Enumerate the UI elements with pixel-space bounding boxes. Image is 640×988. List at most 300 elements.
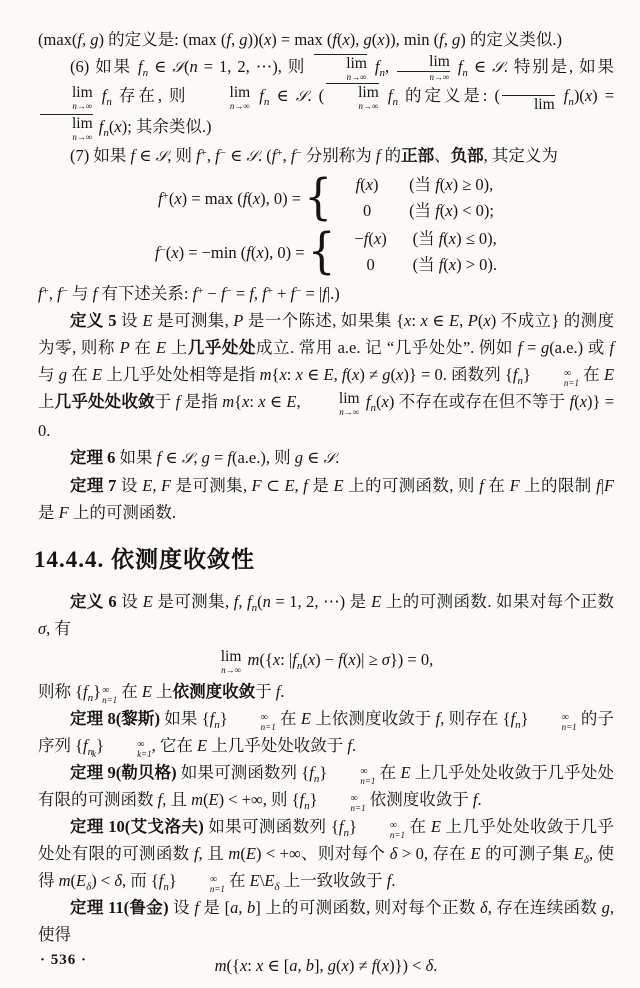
text-segment: } [520, 708, 529, 728]
definition-6 [38, 588, 614, 642]
text-segment: 处有限的可测函数 [38, 762, 614, 809]
para-f-relation [38, 280, 614, 307]
text-segment: E [449, 311, 460, 331]
text-segment: ( [342, 649, 349, 669]
text-segment: f [457, 57, 463, 76]
text-segment: , 有 [46, 618, 71, 638]
text-segment: δ [583, 853, 589, 866]
text-segment: 在 [375, 762, 401, 782]
case-row [337, 198, 494, 224]
text-segment: x [295, 365, 303, 385]
text-segment: f [387, 86, 393, 105]
text-segment: f [375, 146, 381, 166]
text-segment: : [247, 955, 256, 975]
text-segment: , [459, 311, 468, 331]
text-segment: f [193, 843, 199, 863]
text-segment [557, 86, 564, 105]
text-segment: 定义 5 [70, 311, 117, 331]
limit-word: lim [397, 54, 450, 72]
text-segment: f [157, 789, 163, 809]
text-segment: x [242, 392, 250, 412]
text-segment: 设 [168, 897, 195, 917]
text-segment: 定理 7 [70, 476, 117, 496]
text-segment: 与 [67, 284, 93, 304]
case-value [337, 198, 397, 224]
text-segment: f [227, 448, 232, 468]
text-segment: , 其定义为 [483, 146, 558, 166]
text-segment: } [522, 365, 531, 385]
text-segment: f [596, 476, 601, 496]
text-segment: E [470, 843, 481, 863]
text-segment: ), 0) = [263, 242, 305, 262]
text-segment: F [603, 476, 615, 496]
text-segment: x [584, 86, 593, 105]
text-segment: ) < +∞, 则 { [218, 789, 300, 809]
limit-word: lim [502, 95, 555, 113]
text-segment: )| ≥ [355, 649, 382, 669]
text-segment: x [342, 30, 350, 49]
text-segment: f [262, 284, 267, 304]
text-segment: ( [240, 843, 246, 863]
text-segment: x [448, 255, 457, 275]
text-segment: 定理 11(鲁金) [70, 897, 169, 917]
text-segment: m [214, 955, 227, 975]
text-segment: ( [257, 591, 263, 611]
text-segment: 定理 8(黎斯) [70, 708, 161, 728]
text-segment: , [193, 448, 202, 468]
text-segment: . [280, 681, 285, 701]
text-segment: ) ≠ [359, 365, 383, 385]
case-value [341, 226, 401, 252]
text-segment: E [371, 591, 382, 611]
text-segment: f [233, 591, 239, 611]
text-segment: m [58, 870, 71, 890]
text-segment: a [289, 955, 298, 975]
text-segment: : [411, 311, 421, 331]
text-segment: g [601, 897, 610, 917]
text-segment: . [351, 735, 357, 755]
text-segment: m [259, 365, 272, 385]
text-segment: ] 上的可测函数, 则对每个正数 [255, 897, 481, 917]
text-segment: f [386, 870, 392, 890]
text-segment: = [209, 448, 228, 468]
text-segment: (当 [412, 229, 439, 249]
case-condition [409, 198, 494, 224]
stack-top: ∞ [563, 368, 572, 380]
text-segment: + [200, 147, 207, 160]
text-segment: n [106, 96, 112, 108]
text-segment: (当 [412, 255, 439, 275]
text-segment: ( [376, 955, 382, 975]
text-segment: x [114, 117, 122, 137]
text-segment: 上几乎处处收敛于几乎处 [410, 762, 598, 782]
text-segment: n [263, 96, 270, 108]
text-segment: 几乎处处 [187, 338, 256, 358]
text-segment: ({ [259, 649, 273, 669]
stack-bottom: n=1 [209, 883, 225, 894]
text-segment: ) − [315, 649, 339, 669]
text-segment: n [87, 745, 94, 758]
text-segment: m [228, 843, 241, 863]
text-segment: x [256, 242, 264, 262]
text-segment: ∈ [269, 86, 296, 105]
text-segment: 的可测子集 [480, 843, 574, 863]
text-segment: ( [336, 30, 343, 49]
text-segment: ), [349, 30, 364, 49]
text-segment: ( [247, 188, 253, 208]
text-segment: , 则存在 { [440, 708, 511, 728]
definition-5 [38, 307, 614, 444]
text-segment: n [370, 402, 376, 415]
text-segment: : [249, 392, 259, 412]
text-segment: − [159, 243, 166, 256]
limit-word: lim [229, 83, 251, 101]
text-segment: ) = max ( [271, 30, 333, 49]
text-segment: f [609, 338, 615, 358]
text-segment: 负部 [450, 146, 484, 166]
text-segment: ))( [247, 30, 264, 49]
stack-top: ∞ [260, 711, 268, 723]
text-segment: 在 [67, 365, 92, 385]
text-segment: , [296, 392, 305, 412]
stack-bottom: k=1 [137, 748, 152, 759]
text-segment: δ [274, 880, 280, 893]
theorem-6 [38, 444, 614, 472]
text-segment: x [381, 392, 389, 412]
text-segment: , [385, 57, 396, 76]
text-segment: f [322, 284, 327, 304]
text-segment: { [271, 365, 280, 385]
text-segment: ( [346, 365, 353, 385]
text-segment: ( [439, 175, 446, 195]
text-segment: m [222, 392, 235, 412]
text-segment: n [262, 591, 271, 611]
text-segment: , 存在连续函数 [487, 897, 602, 917]
text-segment: x [348, 649, 356, 669]
text-segment: x [256, 955, 264, 975]
text-segment: . [391, 870, 396, 890]
text-segment: (当 [409, 175, 436, 195]
text-segment: f [290, 284, 296, 304]
text-segment: ) [381, 229, 387, 249]
stack-bottom: n=1 [350, 802, 366, 813]
text-segment: ), 0) = [260, 188, 302, 208]
text-segment: f [158, 188, 163, 208]
text-segment: 𝒮 [295, 87, 308, 105]
text-segment: , 使得 [38, 843, 615, 890]
text-segment: 定理 9(勒贝格) [70, 762, 177, 782]
text-segment: { [234, 392, 243, 412]
text-segment: , [238, 897, 247, 917]
text-segment: f [309, 762, 314, 782]
text-segment: 几乎处处收敛 [54, 392, 155, 412]
text-segment: n [103, 127, 109, 140]
text-segment: > 0, 存在 [397, 843, 471, 863]
text-segment: F [251, 476, 262, 496]
text-segment: , [152, 476, 161, 496]
text-segment: f [215, 146, 220, 166]
text-segment: 上几乎处处收敛于 [207, 735, 348, 755]
text-segment: E [333, 476, 344, 496]
text-segment: E [142, 476, 153, 496]
text-segment: ) > 0). [456, 255, 498, 275]
text-segment: f [510, 708, 516, 728]
text-segment: : [286, 365, 296, 385]
text-segment: , [206, 146, 216, 166]
text-segment: , [238, 591, 247, 611]
para-max-definition [38, 26, 614, 53]
text-segment: f [83, 681, 88, 701]
stack-bottom: n=1 [389, 829, 405, 840]
text-segment: 上的可测函数. 如果对每个正数 [381, 591, 615, 611]
case-condition [413, 252, 497, 278]
text-segment: ) [373, 175, 379, 195]
text-segment: − [354, 229, 364, 249]
text-segment: 在 [404, 816, 431, 836]
text-segment: ( [360, 175, 366, 195]
text-segment: )} = 0. [38, 392, 615, 441]
text-segment: 如果 [115, 448, 157, 468]
text-segment: ) 的定义是: (max ( [98, 30, 227, 49]
text-segment: + [42, 285, 49, 298]
text-segment: 上 [166, 338, 188, 358]
sequence-index [328, 767, 375, 786]
text-segment: f [341, 365, 347, 385]
text-segment: f [194, 897, 199, 917]
text-segment: . ( [258, 146, 272, 166]
text-segment: f [196, 146, 201, 166]
text-segment: f [242, 188, 248, 208]
text-segment: 的子序列 { [38, 708, 615, 755]
eq-f-plus [38, 169, 614, 226]
case-value [341, 252, 401, 278]
eq-f-minus [38, 223, 614, 280]
text-segment: )( [573, 86, 585, 105]
text-segment: ( [108, 117, 115, 137]
text-segment: 设 [116, 591, 143, 611]
section-heading [34, 546, 614, 574]
text-segment: . ( [307, 86, 325, 105]
text-segment: ( [165, 242, 172, 262]
text-segment: )} = 0. 函数列 { [403, 365, 513, 385]
text-segment: f [158, 870, 164, 890]
text-segment: f [83, 735, 88, 755]
text-segment: b [305, 955, 315, 975]
text-segment: + [162, 189, 169, 202]
theorem-11 [38, 894, 614, 948]
text-segment: f [472, 789, 478, 809]
theorem-9 [38, 759, 614, 813]
text-segment: k [92, 748, 97, 759]
text-segment: x [263, 30, 272, 49]
text-segment: x [239, 955, 248, 975]
text-segment: f [154, 242, 160, 262]
text-segment: f [517, 338, 523, 358]
text-segment: δ [114, 870, 122, 890]
para-then-called [38, 678, 614, 705]
text-segment: ∈ [302, 448, 324, 468]
text-segment: σ [38, 618, 47, 638]
text-segment: . [433, 955, 438, 975]
text-segment: }) = 0, [389, 649, 434, 669]
text-segment: n [189, 57, 198, 76]
text-segment: , 则 [167, 146, 197, 166]
eq-luzin [38, 951, 614, 981]
stack-top: ∞ [360, 765, 368, 777]
sequence-index [105, 740, 152, 759]
text-segment: } [348, 816, 357, 836]
text-segment: )}) < [389, 955, 426, 975]
text-segment: 在 [224, 870, 250, 890]
text-segment: 在 [275, 708, 301, 728]
text-segment: n [517, 375, 523, 388]
text-segment: f [138, 57, 143, 76]
text-segment: (7) 如果 [70, 146, 131, 166]
stack-bottom: n=1 [561, 721, 577, 732]
stack-bottom: n=1 [563, 378, 579, 389]
text-segment: | [600, 476, 604, 496]
text-segment: P [119, 338, 130, 358]
theorem-10 [38, 813, 614, 894]
text-segment: \ [259, 870, 265, 890]
limit-subscript: n→∞ [429, 72, 450, 82]
text-segment: (当 [409, 201, 436, 221]
limit-subscript: n→∞ [221, 664, 242, 675]
limit-notation [40, 114, 93, 142]
text-segment: f [303, 476, 308, 496]
text-segment: + [197, 285, 204, 298]
text-segment: 上的限制 [519, 476, 597, 496]
text-segment: 上依测度收敛于 [310, 708, 436, 728]
case-value [337, 172, 397, 198]
text-segment: 的 [380, 146, 402, 166]
text-segment: 上的可测函数, 则 [343, 476, 480, 496]
text-segment: f [130, 146, 136, 166]
text-segment: f [338, 816, 344, 836]
text-segment: x [171, 242, 179, 262]
text-segment: n [304, 799, 310, 812]
limit-notation [40, 85, 93, 111]
text-segment: ( [168, 188, 175, 208]
text-segment: E [286, 392, 297, 412]
text-segment: g [201, 448, 210, 468]
text-segment: , [294, 476, 304, 496]
text-segment: ({ [226, 955, 240, 975]
text-segment: 0 [366, 255, 375, 275]
text-segment: } [319, 762, 328, 782]
text-segment: 如果 { [160, 708, 210, 728]
text-segment: f [246, 242, 251, 262]
text-segment: )), min ( [384, 30, 440, 49]
text-segment: , [282, 146, 291, 166]
text-segment: 上的可测函数. [68, 503, 176, 523]
text-segment: f [101, 86, 107, 105]
text-segment: f [220, 284, 226, 304]
text-segment: g [382, 365, 391, 385]
text-segment: . 特别是, 如果 [503, 57, 614, 76]
text-segment: g [294, 448, 303, 468]
text-segment: x [272, 649, 281, 669]
text-segment: g [363, 30, 372, 49]
text-segment: x [365, 175, 374, 195]
text-segment: E [142, 311, 153, 331]
case-condition [409, 172, 493, 198]
eq-convergence-in-measure [38, 645, 614, 675]
text-segment: δ [480, 897, 488, 917]
text-segment: ( [302, 649, 308, 669]
text-segment: x [579, 392, 588, 412]
item-7 [38, 142, 614, 170]
stack-top: ∞ [389, 819, 398, 831]
text-segment: 上一致收敛于 [279, 870, 387, 890]
text-segment: x [373, 229, 382, 249]
sequence-index [358, 821, 405, 840]
text-segment: x [420, 311, 428, 331]
text-segment: f [363, 229, 369, 249]
text-segment: ) 的定义类似.) [460, 30, 562, 49]
equation-lhs [158, 185, 301, 212]
text-segment: f [290, 146, 296, 166]
text-segment: f, g [77, 30, 99, 49]
text-segment: ( [375, 392, 382, 412]
text-segment: x [483, 311, 491, 331]
text-segment: f [156, 448, 162, 468]
text-segment: ); 其余类似.) [121, 117, 212, 137]
limit-notation [221, 649, 242, 675]
text-segment: ( [439, 201, 446, 221]
text-segment: E [430, 816, 441, 836]
limit-subscript: n→∞ [358, 101, 379, 111]
text-segment: ∈ [161, 448, 182, 468]
text-segment: + [276, 147, 283, 160]
text-segment: ∈ [467, 57, 493, 76]
text-segment: = 1, 2, ⋯) 是 [270, 591, 372, 611]
sequence-index [102, 686, 117, 705]
text-segment: 分别称为 [301, 146, 376, 166]
text-segment: (max( [38, 30, 78, 49]
text-segment: f [249, 284, 254, 304]
text-segment: 于 [154, 392, 176, 412]
text-segment: g [239, 30, 248, 49]
text-segment: 于 [255, 681, 276, 701]
text-segment: f [175, 392, 181, 412]
text-segment: (a.e.) 或 [549, 338, 610, 358]
text-segment: b [246, 897, 256, 917]
page-number: · 536 · [40, 952, 88, 968]
text-segment: σ [381, 649, 390, 669]
text-segment: f [355, 175, 361, 195]
text-segment: , [297, 955, 306, 975]
text-segment: − [203, 284, 221, 304]
text-segment: x [404, 311, 412, 331]
cases-column [337, 172, 494, 224]
text-segment: f [512, 365, 518, 385]
equation-lhs [155, 239, 305, 266]
text-segment: n [568, 96, 574, 108]
text-segment: F [58, 503, 69, 523]
text-segment: |.) [326, 284, 340, 304]
text-segment: f [365, 392, 371, 412]
left-brace-icon: { [304, 169, 333, 226]
text-segment: P [467, 311, 478, 331]
text-segment: ) = max ( [181, 188, 243, 208]
text-segment: f [374, 57, 380, 76]
text-segment: ∈ [265, 392, 287, 412]
text-segment: 则称 { [38, 681, 84, 701]
limit-notation [307, 391, 360, 417]
text-segment: ( [443, 229, 449, 249]
text-segment: ( [390, 365, 397, 385]
